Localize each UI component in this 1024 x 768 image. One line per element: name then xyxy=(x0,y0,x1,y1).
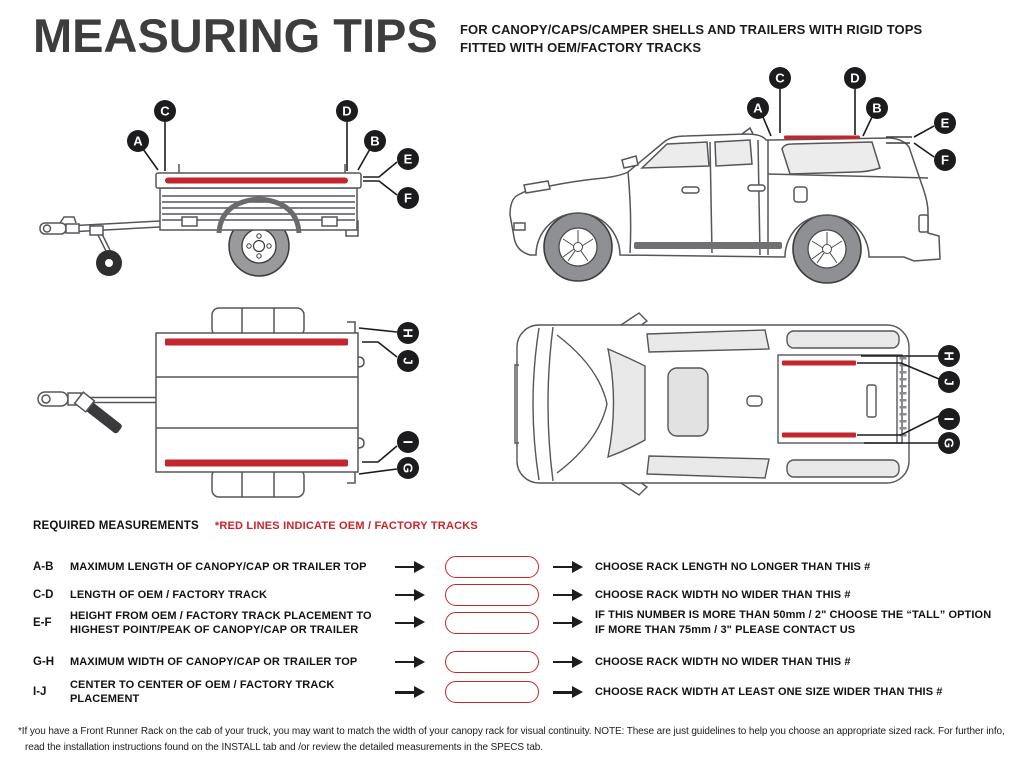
row-recommendation: CHOOSE RACK WIDTH NO WIDER THAN THIS # xyxy=(595,655,851,668)
row-key: C-D xyxy=(33,589,54,601)
measurement-value-capsule xyxy=(445,612,539,634)
label-i xyxy=(397,431,419,453)
footnote: *If you have a Front Runner Rack on the cab of your truck, you may want to match the width of your canopy rack for visual continuity. NOTE: These are just guidelines to help you choose an appropriate sized rack. For further info, read the installation instructions found on the INSTALL tab and /or review the detailed measurements in the SPECS tab. xyxy=(18,726,1005,753)
row-key: I-J xyxy=(33,686,47,699)
label-b xyxy=(364,130,386,152)
row-key: E-F xyxy=(33,616,52,629)
page-title: MEASURING TIPS xyxy=(33,9,438,62)
oem-track-line-right xyxy=(165,460,348,467)
arrow-right-icon xyxy=(395,616,425,629)
measurement-value-capsule xyxy=(445,556,539,578)
svg-text:E: E xyxy=(403,151,413,167)
label-i xyxy=(938,408,960,430)
row-recommendation: CHOOSE RACK WIDTH AT LEAST ONE SIZE WIDER THAN THIS # xyxy=(595,685,943,698)
label-f xyxy=(397,187,419,209)
label-c xyxy=(769,67,791,89)
truck-top-diagram xyxy=(495,305,1015,510)
label-d xyxy=(336,100,358,122)
row-description: MAXIMUM WIDTH OF CANOPY/CAP OR TRAILER TOP xyxy=(70,655,358,668)
svg-text:H: H xyxy=(400,328,416,338)
subtitle-line-2: FITTED WITH OEM/FACTORY TRACKS xyxy=(460,40,702,56)
oem-track-line xyxy=(784,136,860,140)
label-e xyxy=(397,148,419,170)
svg-text:J: J xyxy=(400,357,416,365)
label-b xyxy=(866,97,888,119)
trailer-body xyxy=(40,164,361,251)
measurements-heading: REQUIRED MEASUREMENTS xyxy=(33,520,199,532)
leader-lines xyxy=(359,328,397,474)
row-description: HEIGHT FROM OEM / FACTORY TRACK PLACEMENT TO HIGHEST POINT/PEAK OF CANOPY/CAP OR TRAILER xyxy=(70,609,372,636)
trailer-top-body xyxy=(38,308,364,497)
label-h xyxy=(397,322,419,344)
svg-text:F: F xyxy=(941,152,949,168)
svg-text:G: G xyxy=(941,437,957,449)
page-subtitle xyxy=(460,21,922,58)
row-description: MAXIMUM LENGTH OF CANOPY/CAP OR TRAILER TOP xyxy=(70,560,367,573)
red-lines-note: *RED LINES INDICATE OEM / FACTORY TRACKS xyxy=(214,520,478,532)
measurement-value-capsule xyxy=(445,584,539,606)
row-recommendation: CHOOSE RACK LENGTH NO LONGER THAN THIS # xyxy=(595,560,871,573)
row-description: CENTER TO CENTER OF OEM / FACTORY TRACK PLACEMENT xyxy=(70,679,335,706)
measurement-row-ef xyxy=(33,608,991,638)
measurement-value-capsule xyxy=(445,681,539,703)
row-key: A-B xyxy=(33,561,54,573)
svg-text:H: H xyxy=(941,351,957,361)
label-j xyxy=(397,350,419,372)
arrow-right-icon xyxy=(553,616,583,629)
label-g xyxy=(938,432,960,454)
label-g xyxy=(397,457,419,479)
subtitle-line-1: FOR CANOPY/CAPS/CAMPER SHELLS AND TRAILERS WITH RIGID TOPS xyxy=(460,22,923,37)
label-j xyxy=(938,371,960,393)
jockey-wheel xyxy=(96,250,122,276)
label-a xyxy=(127,130,149,152)
label-f xyxy=(934,149,956,171)
truck-top-body xyxy=(515,313,909,495)
row-recommendation xyxy=(595,608,991,638)
svg-text:A: A xyxy=(133,133,143,149)
svg-text:F: F xyxy=(404,190,412,206)
measurement-row-cd xyxy=(33,584,851,606)
arrow-right-icon xyxy=(395,561,425,574)
svg-text:C: C xyxy=(160,103,170,119)
oem-track-line-left xyxy=(165,339,348,346)
svg-text:A: A xyxy=(753,100,763,116)
row-recommendation: CHOOSE RACK WIDTH NO WIDER THAN THIS # xyxy=(595,588,851,601)
measurements-header xyxy=(33,520,478,532)
svg-text:B: B xyxy=(370,133,380,149)
svg-text:C: C xyxy=(775,70,785,86)
recommendation-line-2: IF MORE THAN 75mm / 3" PLEASE CONTACT US xyxy=(595,623,856,636)
arrow-right-icon xyxy=(553,589,583,602)
label-e xyxy=(934,112,956,134)
measurement-row-ij xyxy=(33,678,943,707)
svg-text:B: B xyxy=(872,100,882,116)
svg-text:D: D xyxy=(850,70,860,86)
measurement-row-gh xyxy=(33,651,851,673)
measurement-row-ab xyxy=(33,556,870,578)
svg-text:I: I xyxy=(400,440,416,444)
arrow-right-icon xyxy=(395,589,425,602)
arrow-right-icon xyxy=(553,561,583,574)
truck-side-diagram xyxy=(500,65,1015,305)
measurement-value-capsule xyxy=(445,651,539,673)
svg-text:I: I xyxy=(941,417,957,421)
arrow-right-icon xyxy=(553,656,583,669)
label-h xyxy=(938,345,960,367)
svg-text:G: G xyxy=(400,462,416,474)
label-a xyxy=(747,97,769,119)
svg-text:D: D xyxy=(342,103,352,119)
row-description: LENGTH OF OEM / FACTORY TRACK xyxy=(70,588,268,601)
trailer-top-diagram xyxy=(30,305,440,500)
oem-track-line-left xyxy=(782,361,856,366)
arrow-right-icon xyxy=(553,686,583,699)
arrow-right-icon xyxy=(395,656,425,669)
trailer-side-diagram xyxy=(30,90,430,300)
oem-track-line xyxy=(165,178,348,184)
svg-text:E: E xyxy=(940,115,950,131)
svg-text:J: J xyxy=(941,378,957,386)
label-d xyxy=(844,67,866,89)
oem-track-line-right xyxy=(782,433,856,438)
arrow-right-icon xyxy=(395,686,425,699)
label-c xyxy=(154,100,176,122)
row-key: G-H xyxy=(33,656,55,668)
recommendation-line-1: IF THIS NUMBER IS MORE THAN 50mm / 2" CHOOSE THE “TALL” OPTION xyxy=(595,609,992,621)
